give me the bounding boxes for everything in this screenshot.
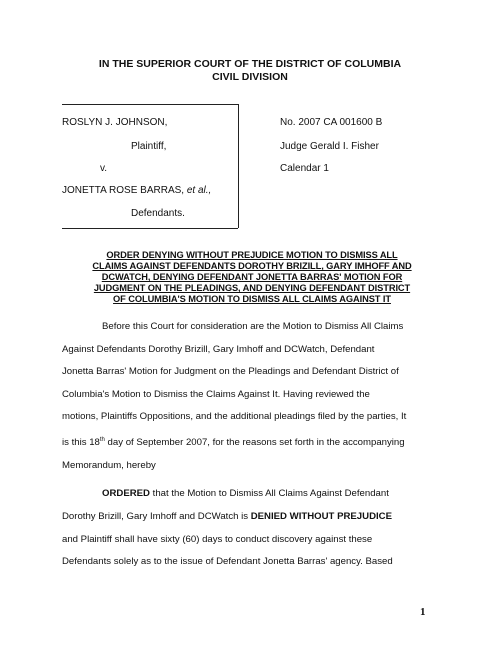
ordered-defendants: Dorothy Brizill, Gary Imhoff and DCWatch is [62,510,251,522]
order-title-line: CLAIMS AGAINST DEFENDANTS DOROTHY BRIZILL, GARY IMHOFF AND [92,261,412,271]
caption-bottom-rule [62,228,238,229]
date-ordinal: th [99,436,105,443]
calendar-number: Calendar 1 [280,163,329,174]
body-line: Jonetta Barras' Motion for Judgment on the Pleadings and Defendant District of [62,366,399,378]
order-body [62,316,442,574]
order-title-line: JUDGMENT ON THE PLEADINGS, AND DENYING DEFENDANT DISTRICT [93,283,411,293]
body-line-date [62,429,442,455]
body-line: motions, Plaintiffs Oppositions, and the additional pleadings filed by the parties, It [62,411,407,423]
page-number: 1 [420,606,426,618]
body-line: Memorandum, hereby [62,459,156,471]
body-line: Against Defendants Dorothy Brizill, Gary Imhoff and DCWatch, Defendant [62,343,375,355]
body-line: Defendants solely as to the issue of Defendant Jonetta Barras' agency. Based [62,556,393,568]
body-line: Before this Court for consideration are the Motion to Dismiss All Claims [102,321,404,332]
order-title [62,250,442,305]
body-line: and Plaintiff shall have sixty (60) days to conduct discovery against these [62,533,373,545]
caption-top-rule [62,104,238,105]
plaintiff-name: ROSLYN J. JOHNSON, [62,117,168,128]
defendant-name: JONETTA ROSE BARRAS, [62,185,185,196]
body-line: Columbia's Motion to Dismiss the Claims Against It. Having reviewed the [62,388,370,400]
date-text-end: day of September 2007, for the reasons set forth in the accompanying [104,437,405,449]
ordered-word: ORDERED [102,488,150,500]
judge-name: Judge Gerald I. Fisher [280,141,379,152]
ordered-line [62,483,442,506]
case-number: No. 2007 CA 001600 B [280,117,383,128]
plaintiff-role: Plaintiff, [131,141,167,152]
date-text-start: is this 18 [62,437,100,449]
order-title-line: ORDER DENYING WITHOUT PREJUDICE MOTION TO DISMISS ALL [106,250,398,260]
versus: v. [100,163,108,174]
order-title-line: OF COLUMBIA'S MOTION TO DISMISS ALL CLAIMS AGAINST IT [113,294,391,304]
defendant-name-line [62,185,211,197]
denied-without-prejudice: DENIED WITHOUT PREJUDICE [250,510,392,522]
caption-vertical-rule [238,104,239,228]
defendant-etal: et al., [186,185,212,196]
body-line [62,506,442,529]
ordered-text: that the Motion to Dismiss All Claims Against Defendant [149,488,389,500]
court-name: IN THE SUPERIOR COURT OF THE DISTRICT OF COLUMBIA [98,58,402,70]
court-header [0,58,500,84]
order-title-line: DCWATCH, DENYING DEFENDANT JONETTA BARRAS' MOTION FOR [101,272,403,282]
defendant-role: Defendants. [131,208,185,219]
court-division: CIVIL DIVISION [212,71,288,83]
